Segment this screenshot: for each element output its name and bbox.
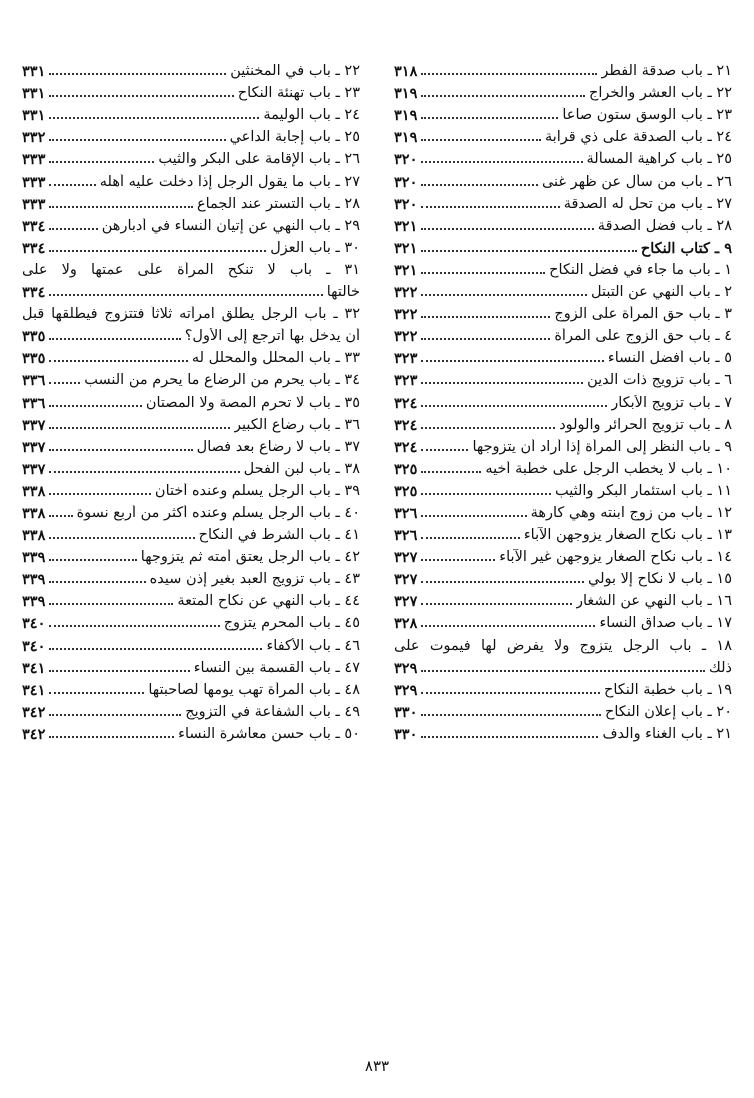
- entry-title: ذلك: [708, 659, 732, 676]
- entry-page-number: ٣٢٧: [394, 571, 418, 589]
- entry-title: ٤٤ ـ باب النهي عن نكاح المتعة: [177, 593, 360, 610]
- entry-title: ١٤ ـ باب نكاح الصغار يزوجهن غير الآباء: [499, 549, 732, 566]
- dot-leader: [49, 294, 322, 296]
- entry-title: ١٦ ـ باب النهي عن الشغار: [575, 593, 732, 610]
- entry-title: ٢٦ ـ باب من سأل عن ظهر غنى: [541, 173, 732, 190]
- entry-page-number: ٣٢٩: [394, 681, 418, 699]
- entry-page-number: ٣٣٦: [22, 394, 46, 412]
- entry-page-number: ٣٢٢: [394, 328, 418, 346]
- entry-title: ١ ـ باب ما جاء في فضل النكاح: [549, 261, 732, 278]
- entry-page-number: ٣٢٠: [394, 173, 418, 191]
- entry-page-number: ٣٢٣: [394, 372, 418, 390]
- toc-entry: [394, 235, 732, 257]
- entry-title: ١٢ ـ باب من زوج ابنته وهي كارهة: [530, 504, 732, 521]
- entry-title: ١١ ـ باب استئمار البكر والثيب: [555, 482, 732, 499]
- entry-title: ٥٠ ـ باب حسن معاشرة النساء: [178, 725, 360, 742]
- toc-entry: [394, 655, 732, 677]
- toc-entry: [22, 434, 360, 456]
- toc-entry: [394, 566, 732, 588]
- toc-entry: [22, 213, 360, 235]
- entry-title: ٦ ـ باب تزويج ذات الدين: [587, 372, 732, 389]
- entry-page-number: ٣٣٩: [22, 549, 46, 567]
- entry-title: ٤٩ ـ باب الشفاعة في التزويج: [185, 703, 360, 720]
- toc-entry: [394, 58, 732, 80]
- dot-leader: [421, 471, 481, 473]
- toc-entry: [22, 610, 360, 632]
- entry-title: ١٥ ـ باب لا نكاح إلا بولي: [587, 571, 732, 588]
- entry-title: ١٩ ـ باب خطبة النكاح: [604, 681, 732, 698]
- entry-title: ٢ ـ باب النهي عن التبتل: [590, 284, 732, 301]
- entry-page-number: ٣٢٤: [394, 438, 418, 456]
- dot-leader: [421, 206, 559, 208]
- entry-page-number: ٣٣٩: [22, 593, 46, 611]
- entry-title: ٨ ـ باب تزويج الحرائر والولود: [559, 416, 732, 433]
- entry-title: ٤٢ ـ باب الرجل يعتق أمته ثم يتزوجها: [140, 549, 360, 566]
- entry-page-number: ٣٣٦: [22, 372, 46, 390]
- toc-entry: [22, 323, 360, 345]
- toc-column-right: [394, 58, 732, 743]
- toc-entry: [22, 146, 360, 168]
- entry-page-number: ٣٣٣: [22, 151, 46, 169]
- entry-title: ٤٥ ـ باب المحرم يتزوج: [223, 615, 360, 632]
- entry-page-number: ٣٣٩: [22, 571, 46, 589]
- entry-page-number: ٣٤٢: [22, 725, 46, 743]
- dot-leader: [421, 73, 597, 75]
- toc-entry: [394, 279, 732, 301]
- entry-title: ٣١ ـ باب لا تنكح المرأة على عمتها ولا على: [22, 261, 360, 278]
- entry-page-number: ٣٤٠: [22, 637, 46, 655]
- page-number: ٨٣٣: [364, 1057, 390, 1075]
- entry-title: ٢٧ ـ باب ما يقول الرجل إذا دخلت عليه أهله: [99, 173, 360, 190]
- toc-entry: [394, 721, 732, 743]
- entry-title: ٣٠ ـ باب العزل: [270, 239, 360, 256]
- entry-page-number: ٣٣٤: [22, 284, 46, 302]
- dot-leader: [49, 95, 233, 97]
- toc-entry: [394, 632, 732, 654]
- entry-page-number: ٣٣١: [22, 107, 46, 125]
- dot-leader: [49, 338, 180, 340]
- entry-title: ٢٨ ـ باب فضل الصدقة: [597, 217, 732, 234]
- toc-entry: [22, 699, 360, 721]
- entry-title: ٣٦ ـ باب رضاع الكبير: [234, 416, 360, 433]
- toc-entry: [22, 655, 360, 677]
- entry-title: ٢٥ ـ باب كراهية المسألة: [586, 151, 732, 168]
- entry-title: ٩ ـ كتاب النكاح: [640, 239, 732, 257]
- toc-entry: [394, 80, 732, 102]
- dot-leader: [421, 338, 550, 340]
- toc-entry: [22, 279, 360, 301]
- toc-entry: [394, 610, 732, 632]
- dot-leader: [49, 449, 192, 451]
- toc-entry: [394, 434, 732, 456]
- entry-title: ١٨ ـ باب الرجل يتزوج ولا يفرض لها فيموت على: [394, 637, 732, 654]
- entry-title: أن يدخل بها أترجع إلى الأول؟: [184, 328, 360, 345]
- toc-entry: [22, 345, 360, 367]
- entry-title: خالتها: [326, 284, 360, 301]
- entry-title: ٤ ـ باب حق الزوج على المرأة: [554, 328, 732, 345]
- toc-entry: [22, 522, 360, 544]
- dot-leader: [49, 581, 145, 583]
- toc-entry: [22, 191, 360, 213]
- toc-entry: [22, 257, 360, 279]
- dot-leader: [421, 427, 555, 429]
- dot-leader: [421, 316, 550, 318]
- toc-entry: [22, 588, 360, 610]
- dot-leader: [421, 670, 705, 672]
- dot-leader: [421, 139, 541, 141]
- entry-page-number: ٣٢٧: [394, 593, 418, 611]
- toc-entry: [394, 257, 732, 279]
- dot-leader: [49, 493, 151, 495]
- entry-title: ٢٣ ـ باب تهنئة النكاح: [237, 85, 360, 102]
- toc-entry: [22, 632, 360, 654]
- dot-leader: [49, 184, 95, 186]
- entry-title: ٤٨ ـ باب المرأة تهب يومها لصاحبتها: [148, 681, 360, 698]
- toc-entry: [22, 367, 360, 389]
- entry-page-number: ٣٣٣: [22, 195, 46, 213]
- toc-entry: [22, 102, 360, 124]
- dot-leader: [421, 382, 583, 384]
- dot-leader: [421, 493, 551, 495]
- entry-title: ٥ ـ باب أفضل النساء: [607, 350, 732, 367]
- toc-entry: [394, 588, 732, 610]
- toc-entry: [22, 301, 360, 323]
- toc-entry: [394, 412, 732, 434]
- dot-leader: [49, 515, 72, 517]
- dot-leader: [49, 250, 266, 252]
- entry-page-number: ٣٤٢: [22, 703, 46, 721]
- entry-title: ٢٥ ـ باب إجابة الداعي: [229, 129, 360, 146]
- entry-title: ١٣ ـ باب نكاح الصغار يزوجهن الآباء: [523, 527, 732, 544]
- entry-title: ٤٦ ـ باب الأكفاء: [266, 637, 360, 654]
- toc-entry: [394, 301, 732, 323]
- dot-leader: [421, 117, 558, 119]
- entry-title: ١٧ ـ باب صداق النساء: [599, 615, 732, 632]
- entry-page-number: ٣٣٠: [394, 703, 418, 721]
- toc-entry: [394, 168, 732, 190]
- entry-title: ٣٨ ـ باب لبن الفحل: [243, 460, 360, 477]
- entry-page-number: ٣٣١: [22, 85, 46, 103]
- toc-entry: [394, 699, 732, 721]
- toc-entry: [22, 478, 360, 500]
- entry-title: ٢١ ـ باب الغناء والدف: [602, 725, 732, 742]
- entry-page-number: ٣٣٥: [22, 350, 46, 368]
- entry-page-number: ٣٢١: [394, 261, 418, 279]
- entry-page-number: ٣٣٠: [394, 725, 418, 743]
- entry-page-number: ٣٢٧: [394, 549, 418, 567]
- entry-title: ٧ ـ باب تزويج الأبكار: [611, 394, 732, 411]
- entry-title: ٢٢ ـ باب في المخنثين: [230, 63, 360, 80]
- entry-page-number: ٣١٩: [394, 107, 418, 125]
- toc-entry: [22, 500, 360, 522]
- entry-title: ٢٠ ـ باب إعلان النكاح: [605, 703, 732, 720]
- entry-page-number: ٣٢٠: [394, 151, 418, 169]
- dot-leader: [421, 714, 601, 716]
- entry-page-number: ٣١٩: [394, 129, 418, 147]
- entry-title: ٣٤ ـ باب يحرم من الرضاع ما يحرم من النسب: [84, 372, 360, 389]
- entry-page-number: ٣٣٧: [22, 438, 46, 456]
- dot-leader: [49, 405, 141, 407]
- dot-leader: [49, 692, 144, 694]
- dot-leader: [421, 405, 607, 407]
- dot-leader: [49, 736, 174, 738]
- entry-title: ٢٢ ـ باب العشر والخراج: [589, 85, 732, 102]
- entry-page-number: ٣٣٤: [22, 217, 46, 235]
- entry-title: ٢٤ ـ باب الوليمة: [263, 107, 360, 124]
- toc-entry: [394, 146, 732, 168]
- toc-entry: [22, 456, 360, 478]
- entry-page-number: ٣٤١: [22, 659, 46, 677]
- entry-page-number: ٣٢٥: [394, 482, 418, 500]
- entry-title: ٢٧ ـ باب من تحل له الصدقة: [563, 195, 732, 212]
- dot-leader: [421, 250, 636, 252]
- entry-page-number: ٣٣٨: [22, 504, 46, 522]
- dot-leader: [421, 360, 604, 362]
- toc-entry: [394, 522, 732, 544]
- dot-leader: [49, 559, 136, 561]
- dot-leader: [49, 714, 181, 716]
- dot-leader: [421, 161, 582, 163]
- entry-page-number: ٣٢٦: [394, 504, 418, 522]
- entry-page-number: ٣٣٤: [22, 239, 46, 257]
- dot-leader: [421, 581, 584, 583]
- toc-entry: [394, 124, 732, 146]
- entry-title: ٤١ ـ باب الشرط في النكاح: [198, 527, 360, 544]
- entry-title: ٣٧ ـ باب لا رضاع بعد فصال: [196, 438, 360, 455]
- toc-entry: [22, 124, 360, 146]
- entry-page-number: ٣٣٥: [22, 328, 46, 346]
- entry-title: ٢٣ ـ باب الوسق ستون صاعاً: [562, 107, 732, 124]
- dot-leader: [49, 603, 173, 605]
- toc-entry: [22, 80, 360, 102]
- entry-page-number: ٣٤٠: [22, 615, 46, 633]
- entry-page-number: ٣٣٧: [22, 416, 46, 434]
- toc-column-left: [22, 58, 360, 743]
- dot-leader: [421, 95, 585, 97]
- dot-leader: [421, 537, 519, 539]
- entry-page-number: ٣٢٤: [394, 394, 418, 412]
- entry-page-number: ٣٤١: [22, 681, 46, 699]
- entry-page-number: ٣٢٤: [394, 416, 418, 434]
- toc-entry: [394, 213, 732, 235]
- dot-leader: [421, 515, 526, 517]
- dot-leader: [49, 228, 97, 230]
- entry-page-number: ٣٣٢: [22, 129, 46, 147]
- entry-page-number: ٣٢٢: [394, 306, 418, 324]
- toc-entry: [22, 168, 360, 190]
- entry-page-number: ٣٣٣: [22, 173, 46, 191]
- dot-leader: [49, 625, 219, 627]
- entry-page-number: ٣١٨: [394, 63, 418, 81]
- toc-entry: [394, 544, 732, 566]
- dot-leader: [49, 206, 193, 208]
- toc-entry: [394, 102, 732, 124]
- toc-entry: [22, 235, 360, 257]
- dot-leader: [49, 537, 194, 539]
- dot-leader: [421, 625, 595, 627]
- dot-leader: [421, 603, 572, 605]
- entry-page-number: ٣٣٨: [22, 482, 46, 500]
- dot-leader: [49, 73, 226, 75]
- toc-entry: [394, 456, 732, 478]
- entry-title: ٢٩ ـ باب النهي عن إتيان النساء في أدبارهن: [101, 217, 360, 234]
- entry-title: ٤٧ ـ باب القسمة بين النساء: [193, 659, 360, 676]
- entry-title: ٣٢ ـ باب الرجل يطلق امرأته ثلاثاً فتتزوج فيطلقها قبل: [22, 306, 360, 323]
- toc-entry: [22, 677, 360, 699]
- entry-page-number: ٣٢١: [394, 217, 418, 235]
- dot-leader: [421, 692, 600, 694]
- dot-leader: [421, 294, 587, 296]
- entry-title: ٢١ ـ باب صدقة الفطر: [601, 63, 732, 80]
- entry-page-number: ٣٣٧: [22, 460, 46, 478]
- entry-title: ٣٩ ـ باب الرجل يسلم وعنده أختان: [154, 482, 360, 499]
- dot-leader: [49, 161, 154, 163]
- toc-entry: [394, 677, 732, 699]
- entry-page-number: ٣٢٢: [394, 284, 418, 302]
- entry-title: ٣ ـ باب حق المرأة على الزوج: [554, 306, 732, 323]
- toc-entry: [22, 58, 360, 80]
- dot-leader: [49, 670, 189, 672]
- toc-entry: [22, 721, 360, 743]
- entry-page-number: ٣٣١: [22, 63, 46, 81]
- toc-entry: [394, 478, 732, 500]
- dot-leader: [49, 139, 225, 141]
- entry-page-number: ٣٢٦: [394, 527, 418, 545]
- entry-page-number: ٣٢١: [394, 239, 418, 257]
- dot-leader: [421, 228, 593, 230]
- toc-entry: [394, 191, 732, 213]
- entry-title: ٤٣ ـ باب تزويج العبد بغير إذن سيده: [149, 571, 360, 588]
- entry-page-number: ٣٢٨: [394, 615, 418, 633]
- entry-page-number: ٣١٩: [394, 85, 418, 103]
- dot-leader: [49, 427, 230, 429]
- dot-leader: [421, 449, 468, 451]
- entry-title: ١٠ ـ باب لا يخطب الرجل على خطبة أخيه: [485, 460, 732, 477]
- toc-entry: [22, 544, 360, 566]
- entry-title: ٢٦ ـ باب الإقامة على البكر والثيب: [158, 151, 360, 168]
- entry-page-number: ٣٢٠: [394, 195, 418, 213]
- toc-entry: [394, 500, 732, 522]
- entry-title: ٤٠ ـ باب الرجل يسلم وعنده أكثر من أربع نسوة: [76, 504, 360, 521]
- toc-entry: [22, 412, 360, 434]
- dot-leader: [421, 184, 538, 186]
- entry-title: ٢٤ ـ باب الصدقة على ذي قرابة: [544, 129, 732, 146]
- entry-title: ٣٣ ـ باب المحلل والمحلل له: [191, 350, 360, 367]
- entry-page-number: ٣٣٨: [22, 527, 46, 545]
- dot-leader: [421, 559, 495, 561]
- dot-leader: [49, 117, 259, 119]
- toc-entry: [394, 345, 732, 367]
- toc-entry: [22, 389, 360, 411]
- dot-leader: [49, 382, 80, 384]
- toc-entry: [394, 323, 732, 345]
- entry-page-number: ٣٢٥: [394, 460, 418, 478]
- dot-leader: [421, 272, 545, 274]
- toc-entry: [394, 367, 732, 389]
- entry-title: ٩ ـ باب النظر إلى المرأة إذا أراد أن يتزوجها: [472, 438, 732, 455]
- dot-leader: [421, 736, 598, 738]
- entry-title: ٣٥ ـ باب لا تحرم المصة ولا المصتان: [145, 394, 360, 411]
- toc-entry: [394, 389, 732, 411]
- dot-leader: [49, 360, 188, 362]
- toc-entry: [22, 566, 360, 588]
- entry-page-number: ٣٢٣: [394, 350, 418, 368]
- entry-page-number: ٣٢٩: [394, 659, 418, 677]
- entry-title: ٢٨ ـ باب التستر عند الجماع: [196, 195, 360, 212]
- dot-leader: [49, 471, 239, 473]
- dot-leader: [49, 648, 262, 650]
